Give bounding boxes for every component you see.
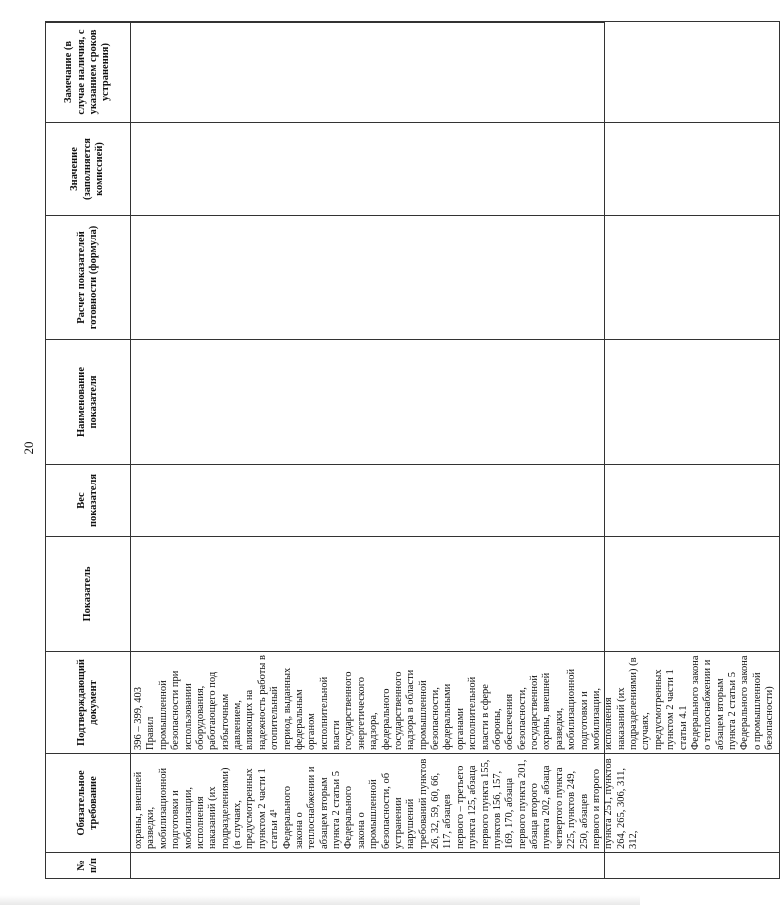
header-weight: Вес показателя bbox=[46, 465, 131, 537]
header-value: Значение (заполняется комиссией) bbox=[46, 123, 131, 216]
header-indicator-name: Наименование показателя bbox=[46, 340, 131, 465]
table-header-row bbox=[46, 22, 131, 879]
header-remark: Замечание (в случае наличия, с указанием сроков устранения) bbox=[46, 22, 131, 123]
cell-value bbox=[131, 123, 780, 216]
cell-requirement: охраны, внешней разведки, мобилизационной подготовки и мобилизации, исполнения наказаний (их подразделениями) (в случаях, предусмотренных пунктом 2 части 1 статьи 4¹ Федерального закона о теплоснабжении и абзацем вторым пункта 2 статьи 5 Федерального закона о промышленной безопасности, об устранении нарушений требований пунктов 26, 32, 59, 60, 66, 117, абзацев первого – третьего пункта 125, абзаца первого пункта 155, пунктов 156, 157, 169, 170, абзаца первого пункта 201, абзаца второго пункта 202, абзаца четвертого пункта 225, пунктов 249, 250, абзацев первого и второго пункта 251, пунктов 264, 265, 306, 311, 312, bbox=[131, 754, 780, 853]
header-number: № п/п bbox=[46, 853, 131, 879]
header-formula: Расчет показателей готовности (формула) bbox=[46, 216, 131, 340]
header-indicator: Показатель bbox=[46, 537, 131, 652]
header-document: Подтверждающий документ bbox=[46, 652, 131, 754]
page-number: 20 bbox=[21, 441, 36, 455]
scan-edge-shadow bbox=[0, 895, 640, 905]
cell-document: 396 – 399, 403 Правил промышленной безопасности при использовании оборудования, работающего под избыточным давлением, влияющих на надежность работы в отопительный период, выданных федеральным органом исполнительной власти государственного энергетического надзора, федерального государственного надзора в области промышленной безопасности, федеральными органами исполнительной власти в сфере обороны, обеспечения безопасности, государственной охраны, внешней разведки, мобилизационной подготовки и мобилизации, исполнения наказаний (их подразделениями) (в случаях, предусмотренных пунктом 2 части 1 статьи 4.1 Федерального закона о теплоснабжении и абзацем вторым пункта 2 статьи 5 Федерального закона о промышленной безопасности) bbox=[131, 652, 780, 754]
cell-remark bbox=[131, 22, 780, 123]
readiness-criteria-table bbox=[45, 21, 780, 879]
header-requirement: Обязательное требование bbox=[46, 754, 131, 853]
table-row bbox=[131, 22, 780, 879]
cell-weight bbox=[131, 465, 780, 537]
cell-formula bbox=[131, 216, 780, 340]
cell-number bbox=[131, 853, 780, 879]
cell-indicator-name bbox=[131, 340, 780, 465]
rotated-table-container bbox=[45, 22, 776, 879]
cell-indicator bbox=[131, 537, 780, 652]
